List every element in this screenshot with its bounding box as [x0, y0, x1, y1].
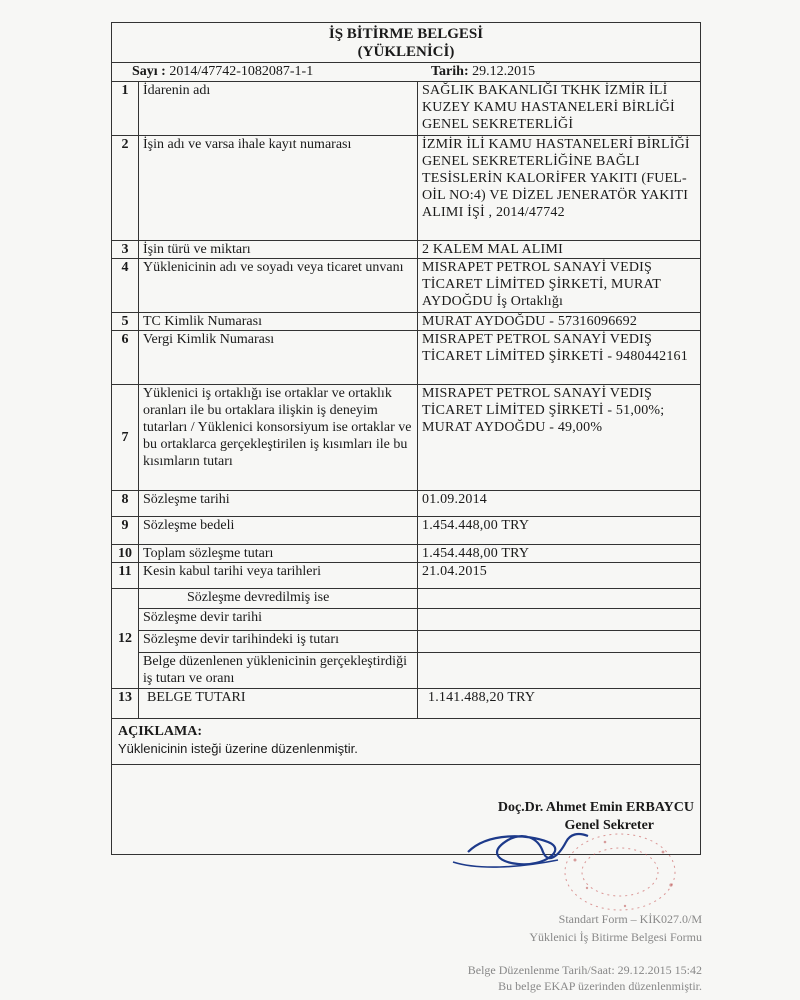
aciklama-title: AÇIKLAMA:	[118, 724, 202, 739]
row-label: BELGE TUTARI	[139, 689, 418, 719]
row-label: Vergi Kimlik Numarası	[139, 331, 418, 385]
row-number: 5	[112, 313, 139, 331]
row-value	[418, 589, 701, 609]
table-row	[112, 385, 701, 491]
aciklama-text: Yüklenicinin isteği üzerine düzenlenmiştir.	[118, 741, 358, 756]
row-label: İdarenin adı	[139, 82, 418, 136]
footer-form-code: Standart Form – KİK027.0/M	[558, 912, 702, 926]
row-label: Yüklenicinin adı ve soyadı veya ticaret unvanı	[139, 259, 418, 313]
document-title: İŞ BİTİRME BELGESİ	[328, 26, 484, 42]
row-label: Sözleşme bedeli	[139, 517, 418, 545]
row-value: 01.09.2014	[418, 491, 701, 517]
table-row	[112, 241, 701, 259]
row-value: 2 KALEM MAL ALIMI	[418, 241, 701, 259]
row-number: 13	[112, 689, 139, 719]
row-number: 1	[112, 82, 139, 136]
tarih-label: Tarih:	[431, 64, 469, 79]
sayi-label: Sayı :	[132, 64, 166, 79]
table-row	[112, 136, 701, 241]
row-value	[418, 653, 701, 689]
signer-name: Doç.Dr. Ahmet Emin ERBAYCU	[497, 800, 694, 815]
tarih-value: 29.12.2015	[472, 64, 536, 79]
row-number: 12	[112, 589, 139, 689]
row-value	[418, 609, 701, 631]
row-number: 8	[112, 491, 139, 517]
row-number: 7	[112, 385, 139, 491]
row-value: 1.141.488,20 TRY	[418, 689, 701, 719]
row-label: Sözleşme devredilmiş ise	[139, 589, 418, 609]
document	[111, 22, 701, 855]
table-row	[112, 331, 701, 385]
row-label: TC Kimlik Numarası	[139, 313, 418, 331]
table-row	[112, 689, 701, 719]
row-value: İZMİR İLİ KAMU HASTANELERİ BİRLİĞİ GENEL SEKRETERLİĞİNE BAĞLI TESİSLERİN KALORİFER YAKITI (FUEL-OİL NO:4) VE DİZEL JENERATÖR YAKITI ALIMI İŞİ , 2014/47742	[418, 136, 701, 241]
row-value: 21.04.2015	[418, 563, 701, 589]
reference-row	[111, 62, 701, 81]
sayi-value: 2014/47742-1082087-1-1	[169, 64, 314, 79]
table-row	[112, 589, 701, 609]
table-row	[112, 82, 701, 136]
row-label: Kesin kabul tarihi veya tarihleri	[139, 563, 418, 589]
table-row	[112, 631, 701, 653]
row-value: MISRAPET PETROL SANAYİ VEDIŞ TİCARET LİMİTED ŞİRKETİ, MURAT AYDOĞDU İş Ortaklığı	[418, 259, 701, 313]
row-label: İşin adı ve varsa ihale kayıt numarası	[139, 136, 418, 241]
row-value: 1.454.448,00 TRY	[418, 545, 701, 563]
row-number: 10	[112, 545, 139, 563]
footer-ekap-note: Bu belge EKAP üzerinden düzenlenmiştir.	[498, 979, 702, 993]
row-value: SAĞLIK BAKANLIĞI TKHK İZMİR İLİ KUZEY KAMU HASTANELERİ BİRLİĞİ GENEL SEKRETERLİĞİ	[418, 82, 701, 136]
stamp-seal	[545, 830, 695, 920]
row-value: MISRAPET PETROL SANAYİ VEDIŞ TİCARET LİMİTED ŞİRKETİ - 9480442161	[418, 331, 701, 385]
row-label: Sözleşme devir tarihi	[139, 609, 418, 631]
document-subtitle: (YÜKLENİCİ)	[357, 44, 455, 60]
footer-form-name: Yüklenici İş Bitirme Belgesi Formu	[529, 930, 702, 944]
signer-title: Genel Sekreter	[564, 818, 654, 833]
table-row	[112, 313, 701, 331]
row-value: MURAT AYDOĞDU - 57316096692	[418, 313, 701, 331]
row-value	[418, 631, 701, 653]
row-number: 9	[112, 517, 139, 545]
row-number: 2	[112, 136, 139, 241]
document-header	[111, 22, 701, 62]
table-row	[112, 517, 701, 545]
info-table	[111, 81, 701, 719]
row-label: Yüklenici iş ortaklığı ise ortaklar ve ortaklık oranları ile bu ortaklara ilişkin iş deneyim tutarları / Yüklenici konsorsiyum ise ortaklar ve bu ortaklarca gerçekleştirilen iş kısımları ile bu kısımların tutarı	[139, 385, 418, 491]
row-label: Sözleşme devir tarihindeki iş tutarı	[139, 631, 418, 653]
row-number: 4	[112, 259, 139, 313]
table-row	[112, 491, 701, 517]
row-number: 6	[112, 331, 139, 385]
row-value: 1.454.448,00 TRY	[418, 517, 701, 545]
row-label: Toplam sözleşme tutarı	[139, 545, 418, 563]
row-value: MISRAPET PETROL SANAYİ VEDIŞ TİCARET LİMİTED ŞİRKETİ - 51,00%; MURAT AYDOĞDU - 49,00%	[418, 385, 701, 491]
table-row	[112, 653, 701, 689]
table-row	[112, 259, 701, 313]
table-row	[112, 545, 701, 563]
row-number: 11	[112, 563, 139, 589]
table-row	[112, 609, 701, 631]
table-row	[112, 563, 701, 589]
row-label: İşin türü ve miktarı	[139, 241, 418, 259]
divider	[112, 764, 700, 765]
row-label: Belge düzenlenen yüklenicinin gerçekleştirdiği iş tutarı ve oranı	[139, 653, 418, 689]
row-label: Sözleşme tarihi	[139, 491, 418, 517]
footer-issue-datetime: Belge Düzenlenme Tarih/Saat: 29.12.2015 15:42	[467, 963, 702, 977]
row-number: 3	[112, 241, 139, 259]
